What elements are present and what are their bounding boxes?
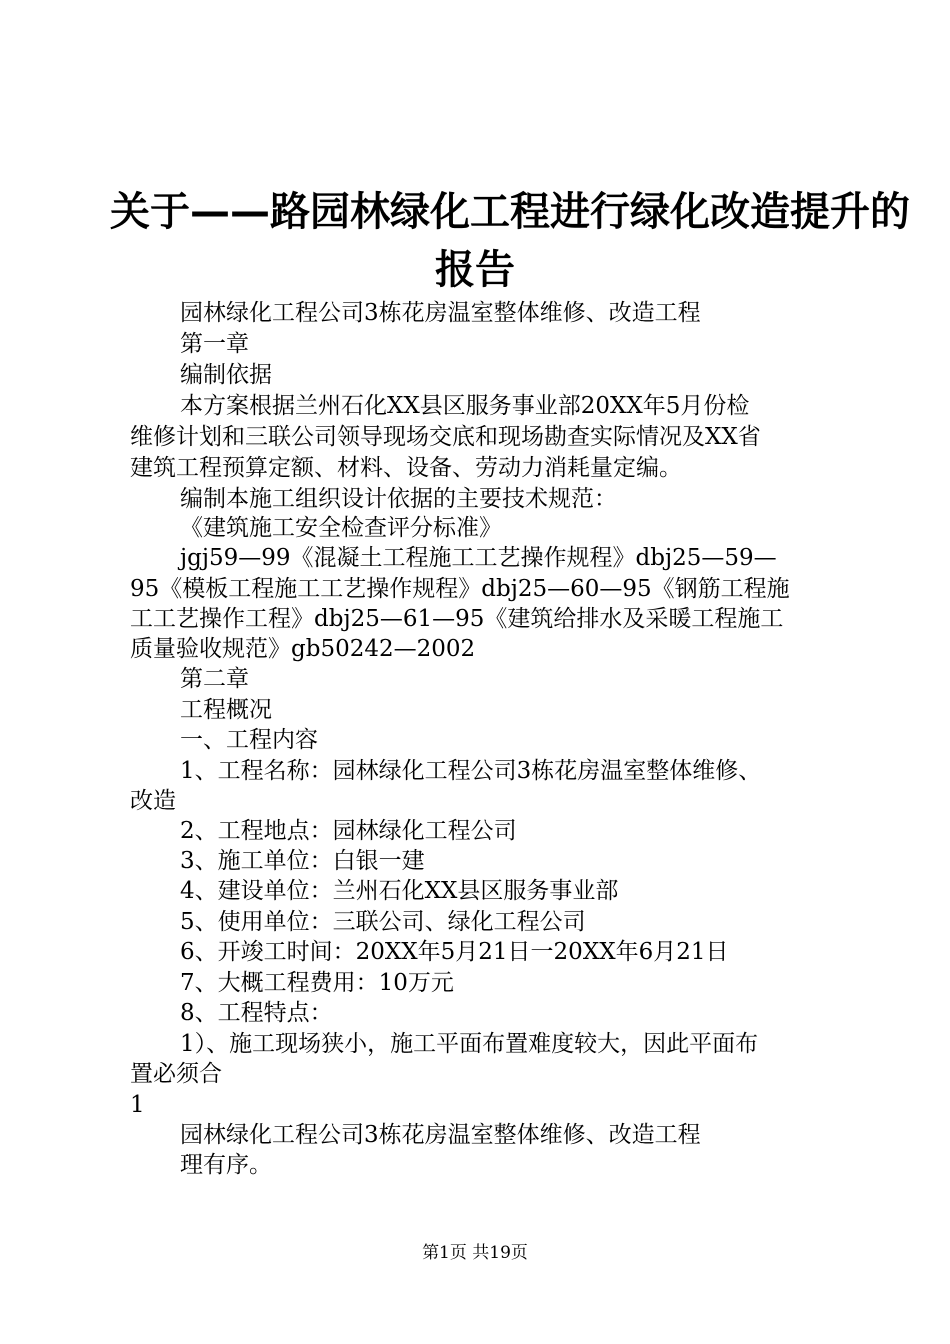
project-heading: 园林绿化工程公司3栋花房温室整体维修、改造工程 xyxy=(180,300,701,326)
chapter-2-heading: 第二章 xyxy=(180,666,249,692)
list-item-continuation: 置必须合 xyxy=(130,1061,222,1087)
paragraph-line: 维修计划和三联公司领导现场交底和现场勘查实际情况及XX省 xyxy=(130,424,761,450)
paragraph-line: 建筑工程预算定额、材料、设备、劳动力消耗量定编。 xyxy=(130,455,682,481)
list-item-continuation: 改造 xyxy=(130,788,176,814)
section-overview-heading: 工程概况 xyxy=(180,697,272,723)
paragraph-line: 本方案根据兰州石化XX县区服务事业部20XX年5月份检 xyxy=(180,393,750,419)
paragraph-line: 编制本施工组织设计依据的主要技术规范： xyxy=(180,486,617,512)
list-item: 3、施工单位：白银一建 xyxy=(180,848,425,874)
list-item: 7、大概工程费用：10万元 xyxy=(180,970,454,996)
subsection-heading: 一、工程内容 xyxy=(180,727,318,753)
paragraph-line: 质量验收规范》gb50242—2002 xyxy=(130,636,476,662)
list-item: 1）、施工现场狭小，施工平面布置难度较大，因此平面布 xyxy=(180,1031,759,1057)
document-title-line-2: 报告 xyxy=(435,247,515,293)
list-item: 6、开竣工时间：20XX年5月21日一20XX年6月21日 xyxy=(180,939,729,965)
chapter-1-heading: 第一章 xyxy=(180,331,249,357)
document-title-line-1: 关于——路园林绿化工程进行绿化改造提升的 xyxy=(110,189,910,235)
list-item: 8、工程特点： xyxy=(180,1000,333,1026)
list-item: 2、工程地点：园林绿化工程公司 xyxy=(180,818,517,844)
paragraph-line: 理有序。 xyxy=(180,1152,272,1178)
paragraph-line: 《建筑施工安全检查评分标准》 xyxy=(180,515,502,541)
list-item: 5、使用单位：三联公司、绿化工程公司 xyxy=(180,909,586,935)
list-item: 4、建设单位：兰州石化XX县区服务事业部 xyxy=(180,878,619,904)
paragraph-line: 工工艺操作工程》dbj25—61—95《建筑给排水及采暖工程施工 xyxy=(130,606,784,632)
running-header: 园林绿化工程公司3栋花房温室整体维修、改造工程 xyxy=(180,1122,701,1148)
inline-page-number: 1 xyxy=(130,1092,145,1118)
paragraph-line: 95《模板工程施工工艺操作规程》dbj25—60—95《钢筋工程施 xyxy=(130,576,790,602)
paragraph-line: jgj59—99《混凝土工程施工工艺操作规程》dbj25—59— xyxy=(180,545,777,571)
list-item: 1、工程名称：园林绿化工程公司3栋花房温室整体维修、 xyxy=(180,758,762,784)
page-footer: 第1页 共19页 xyxy=(422,1243,528,1263)
section-basis-heading: 编制依据 xyxy=(180,362,272,388)
